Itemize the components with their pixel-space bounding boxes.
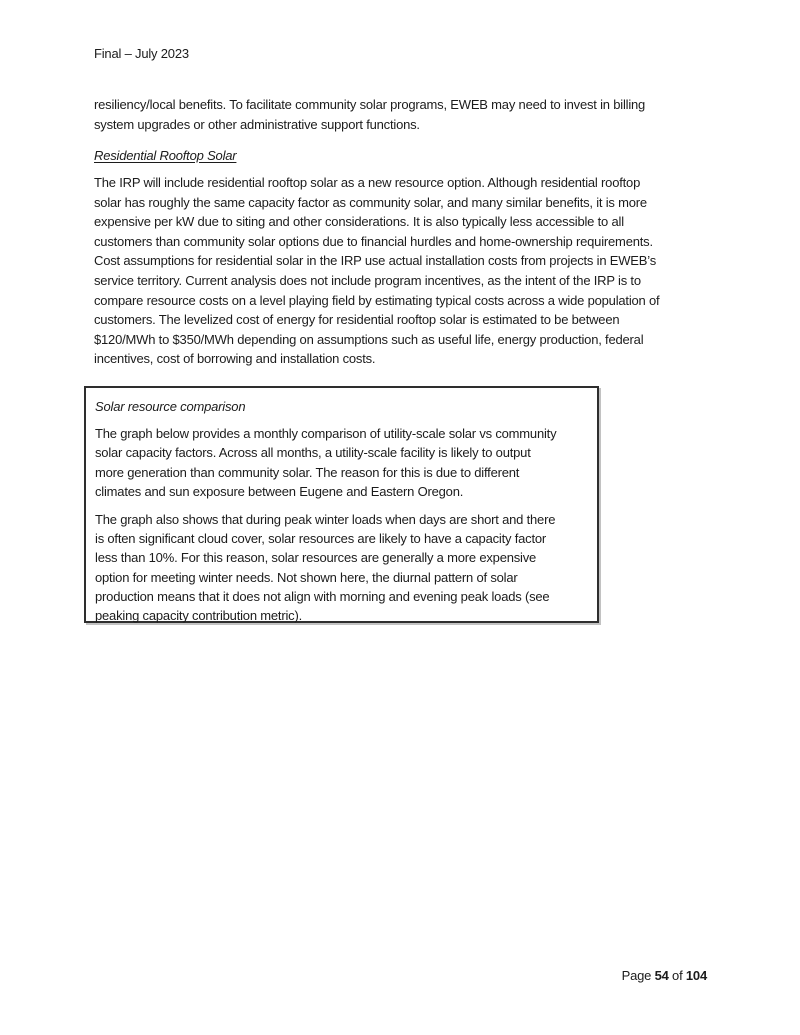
text-line: $120/MWh to $350/MWh depending on assumptions such as useful life, energy production, federal — [94, 331, 644, 347]
document-header: Final – July 2023 — [94, 46, 189, 61]
text-line: The IRP will include residential rooftop solar as a new resource option. Although residential rooftop — [94, 175, 641, 190]
text-line: service territory. Current analysis does not include program incentives, as the intent of the IRP is to — [94, 272, 641, 288]
text-line: The graph below provides a monthly comparison of utility-scale solar vs community — [95, 426, 557, 442]
text-line: Cost assumptions for residential solar in the IRP use actual installation costs from projects in EWEB’s — [94, 253, 657, 269]
footer-current-page: 54 — [654, 968, 669, 983]
text-line: customers than community solar options due to financial hurdles and home-ownership requirements. — [94, 233, 653, 249]
section-heading: Residential Rooftop Solar — [94, 148, 237, 163]
text-line: climates and sun exposure between Eugene and Eastern Oregon. — [95, 483, 464, 499]
text-line: incentives, cost of borrowing and installation costs. — [94, 351, 376, 367]
text-line: resiliency/local benefits. To facilitate community solar programs, EWEB may need to invest in billing — [94, 97, 646, 112]
text-line: solar has roughly the same capacity factor as community solar, and many similar benefits, it is more — [94, 194, 647, 210]
text-line: production means that it does not align with morning and evening peak loads (see — [95, 588, 550, 604]
text-line: expensive per kW due to siting and other considerations. It is also typically less accessible to all — [94, 214, 624, 230]
text-line: solar capacity factors. Across all months, a utility-scale facility is likely to output — [95, 445, 531, 461]
text-line: system upgrades or other administrative support functions. — [94, 116, 420, 132]
page-number-footer — [622, 968, 707, 983]
callout-paragraph-2 — [95, 510, 587, 625]
callout-paragraph-1 — [95, 424, 587, 501]
text-line: The graph also shows that during peak winter loads when days are short and there — [95, 512, 556, 528]
text-line: is often significant cloud cover, solar resources are likely to have a capacity factor — [95, 531, 547, 547]
text-line: option for meeting winter needs. Not shown here, the diurnal pattern of solar — [95, 569, 518, 585]
text-line: compare resource costs on a level playing field by estimating typical costs across a wide population of — [94, 292, 660, 308]
callout-title: Solar resource comparison — [95, 399, 246, 414]
footer-page-word: Page — [621, 968, 655, 983]
text-line: customers. The levelized cost of energy for residential rooftop solar is estimated to be between — [94, 312, 620, 328]
intro-paragraph — [94, 95, 645, 134]
body-paragraph — [94, 173, 659, 369]
footer-total-pages: 104 — [685, 968, 707, 983]
text-line: more generation than community solar. The reason for this is due to different — [95, 464, 520, 480]
callout-box — [84, 386, 599, 623]
text-line: peaking capacity contribution metric). — [95, 608, 303, 624]
text-line: less than 10%. For this reason, solar resources are generally a more expensive — [95, 550, 537, 566]
footer-of-word: of — [668, 968, 686, 983]
